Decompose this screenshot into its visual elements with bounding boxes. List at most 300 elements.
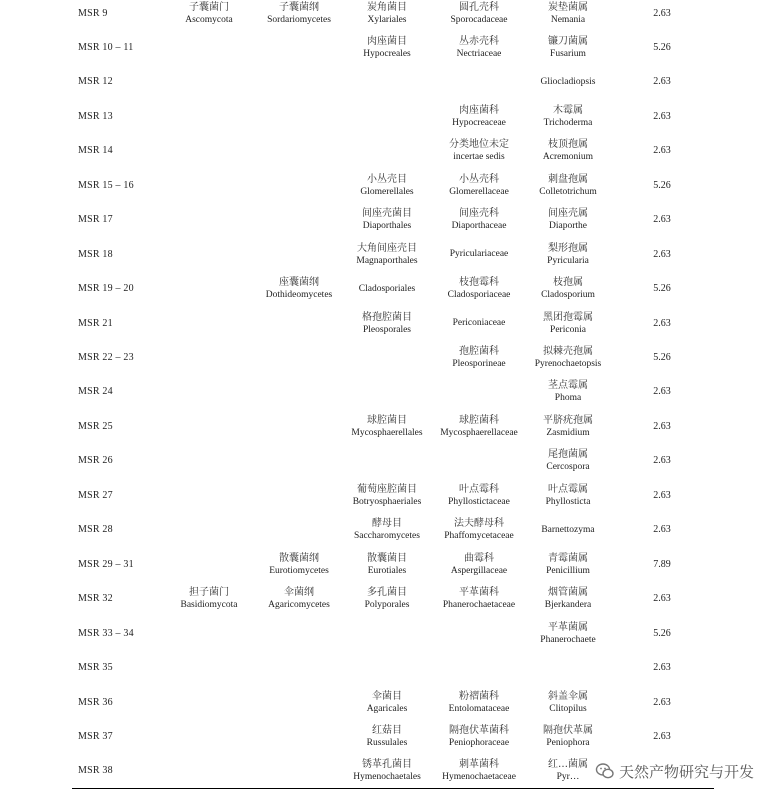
order-cell bbox=[344, 478, 430, 512]
sample-id-cell bbox=[78, 547, 168, 581]
relative-abundance-cell bbox=[640, 0, 684, 30]
genus-chinese-name: 叶点霉属 bbox=[548, 483, 588, 495]
family-latin-name: Nectriaceae bbox=[456, 48, 502, 59]
order-latin-name: Polyporales bbox=[364, 600, 410, 611]
order-cell bbox=[344, 547, 430, 581]
sample-id-cell bbox=[78, 237, 168, 271]
order-latin-name: Xylariales bbox=[367, 14, 407, 25]
family-latin-name: Peniophoraceae bbox=[448, 737, 510, 748]
class-cell bbox=[258, 203, 340, 237]
sample-id-cell bbox=[78, 375, 168, 409]
table-bottom-rule bbox=[72, 788, 714, 789]
sample-id: MSR 19 – 20 bbox=[78, 283, 134, 295]
table-row bbox=[0, 375, 780, 409]
family-chinese-name: 孢腔菌科 bbox=[459, 346, 499, 357]
class-chinese-name: 子囊菌纲 bbox=[279, 1, 319, 13]
sample-id-cell bbox=[78, 513, 168, 547]
order-cell bbox=[344, 685, 430, 719]
sample-id: MSR 22 – 23 bbox=[78, 352, 134, 363]
family-latin-name: Sporocadaceae bbox=[450, 14, 508, 25]
genus-latin-name: Phanerochaete bbox=[540, 634, 596, 645]
class-cell bbox=[258, 30, 340, 64]
genus-latin-name: Peniophora bbox=[546, 737, 590, 748]
family-latin-name: Glomerellaceae bbox=[449, 186, 509, 197]
order-cell bbox=[344, 651, 430, 685]
relative-abundance-value: 5.26 bbox=[653, 283, 671, 295]
genus-cell bbox=[527, 616, 609, 650]
order-latin-name: Cladosporiales bbox=[358, 283, 416, 294]
family-cell bbox=[432, 651, 526, 685]
genus-cell bbox=[527, 134, 609, 168]
family-cell bbox=[432, 306, 526, 340]
sample-id: MSR 36 bbox=[78, 696, 113, 708]
sample-id: MSR 17 bbox=[78, 214, 113, 226]
genus-latin-name: Phoma bbox=[554, 393, 582, 404]
class-latin-name: Agaricomycetes bbox=[268, 600, 330, 611]
sample-id-cell bbox=[78, 685, 168, 719]
genus-latin-name: Pyr… bbox=[556, 772, 580, 783]
family-cell bbox=[432, 582, 526, 616]
genus-cell bbox=[527, 237, 609, 271]
family-cell bbox=[432, 168, 526, 202]
relative-abundance-value: 7.89 bbox=[653, 558, 671, 570]
sample-id: MSR 13 bbox=[78, 110, 113, 122]
table-row bbox=[0, 272, 780, 306]
order-latin-name: Mycosphaerellales bbox=[351, 427, 423, 438]
relative-abundance-value: 5.26 bbox=[653, 41, 671, 53]
order-chinese-name: 伞菌目 bbox=[372, 690, 402, 702]
order-cell bbox=[344, 272, 430, 306]
genus-chinese-name: 刺盘孢属 bbox=[548, 173, 588, 185]
sample-id-cell bbox=[78, 478, 168, 512]
sample-id-cell bbox=[78, 409, 168, 443]
order-chinese-name: 多孔菌目 bbox=[367, 587, 407, 599]
genus-chinese-name: 梨形孢属 bbox=[548, 242, 588, 254]
family-cell bbox=[432, 65, 526, 99]
order-cell bbox=[344, 582, 430, 616]
genus-chinese-name: 平革菌属 bbox=[548, 621, 588, 633]
relative-abundance-cell bbox=[640, 409, 684, 443]
relative-abundance-value: 2.63 bbox=[653, 420, 671, 432]
order-chinese-name: 大角间座壳目 bbox=[357, 242, 417, 254]
sample-id-cell bbox=[78, 444, 168, 478]
relative-abundance-cell bbox=[640, 237, 684, 271]
table-row bbox=[0, 306, 780, 340]
phylum-cell bbox=[170, 99, 248, 133]
order-latin-name: Saccharomycetes bbox=[354, 531, 420, 542]
phylum-cell bbox=[170, 134, 248, 168]
relative-abundance-value: 2.63 bbox=[653, 76, 671, 88]
order-latin-name: Agaricales bbox=[366, 703, 408, 714]
sample-id-cell bbox=[78, 134, 168, 168]
sample-id-cell bbox=[78, 65, 168, 99]
order-latin-name: Botryosphaeriales bbox=[352, 496, 422, 507]
table-row bbox=[0, 719, 780, 753]
family-chinese-name: 刺革菌科 bbox=[459, 759, 499, 771]
genus-cell bbox=[527, 547, 609, 581]
phylum-cell bbox=[170, 513, 248, 547]
sample-id: MSR 18 bbox=[78, 248, 113, 260]
family-cell bbox=[432, 444, 526, 478]
order-cell bbox=[344, 513, 430, 547]
family-latin-name: Entolomataceae bbox=[448, 703, 510, 714]
genus-latin-name: Clitopilus bbox=[549, 703, 587, 714]
family-chinese-name: 平革菌科 bbox=[459, 587, 499, 599]
table-row bbox=[0, 0, 780, 30]
class-chinese-name: 散囊菌纲 bbox=[279, 552, 319, 564]
phylum-cell bbox=[170, 651, 248, 685]
class-cell bbox=[258, 306, 340, 340]
genus-chinese-name: 隔孢伏革属 bbox=[543, 724, 593, 736]
class-cell bbox=[258, 272, 340, 306]
sample-id: MSR 25 bbox=[78, 420, 113, 432]
relative-abundance-cell bbox=[640, 272, 684, 306]
family-latin-name: Phyllostictaceae bbox=[448, 496, 510, 507]
sample-id-cell bbox=[78, 754, 168, 788]
genus-cell bbox=[527, 30, 609, 64]
family-chinese-name: 粉褶菌科 bbox=[459, 690, 499, 702]
sample-id-cell bbox=[78, 341, 168, 375]
family-latin-name: Hymenochaetaceae bbox=[442, 772, 516, 783]
phylum-cell bbox=[170, 375, 248, 409]
family-latin-name: Cladosporiaceae bbox=[447, 290, 511, 301]
relative-abundance-cell bbox=[640, 203, 684, 237]
family-cell bbox=[432, 237, 526, 271]
table-row bbox=[0, 134, 780, 168]
family-latin-name: Diaporthaceae bbox=[451, 221, 507, 232]
sample-id: MSR 29 – 31 bbox=[78, 558, 134, 570]
order-cell bbox=[344, 719, 430, 753]
relative-abundance-value: 2.63 bbox=[653, 662, 671, 674]
relative-abundance-value: 2.63 bbox=[653, 455, 671, 467]
family-latin-name: Phanerochaetaceae bbox=[442, 600, 516, 611]
relative-abundance-value: 2.63 bbox=[653, 696, 671, 708]
phylum-cell bbox=[170, 685, 248, 719]
sample-id: MSR 28 bbox=[78, 524, 113, 536]
relative-abundance-cell bbox=[640, 444, 684, 478]
order-cell bbox=[344, 65, 430, 99]
relative-abundance-value: 5.26 bbox=[653, 627, 671, 639]
phylum-cell bbox=[170, 547, 248, 581]
relative-abundance-cell bbox=[640, 341, 684, 375]
genus-chinese-name: 平脐疣孢属 bbox=[543, 414, 593, 426]
relative-abundance-cell bbox=[640, 582, 684, 616]
class-cell bbox=[258, 719, 340, 753]
order-cell bbox=[344, 0, 430, 30]
order-chinese-name: 小丛壳目 bbox=[367, 173, 407, 185]
phylum-cell bbox=[170, 478, 248, 512]
relative-abundance-cell bbox=[640, 65, 684, 99]
phylum-latin-name: Ascomycota bbox=[185, 14, 233, 25]
family-cell bbox=[432, 409, 526, 443]
relative-abundance-cell bbox=[640, 651, 684, 685]
sample-id: MSR 33 – 34 bbox=[78, 627, 134, 639]
genus-latin-name: Cladosporium bbox=[541, 290, 595, 301]
order-cell bbox=[344, 754, 430, 788]
relative-abundance-cell bbox=[640, 719, 684, 753]
order-chinese-name: 炭角菌目 bbox=[367, 1, 407, 13]
class-cell bbox=[258, 99, 340, 133]
phylum-cell bbox=[170, 237, 248, 271]
family-cell bbox=[432, 203, 526, 237]
family-cell bbox=[432, 0, 526, 30]
genus-latin-name: Diaporthe bbox=[549, 221, 587, 232]
relative-abundance-cell bbox=[640, 375, 684, 409]
genus-chinese-name: 木霉属 bbox=[553, 104, 583, 116]
phylum-cell bbox=[170, 0, 248, 30]
phylum-cell bbox=[170, 272, 248, 306]
genus-latin-name: Pyrenochaetopsis bbox=[534, 359, 602, 369]
genus-chinese-name: 枝顶孢属 bbox=[548, 139, 588, 151]
order-cell bbox=[344, 134, 430, 168]
relative-abundance-cell bbox=[640, 547, 684, 581]
class-cell bbox=[258, 478, 340, 512]
relative-abundance-value: 2.63 bbox=[653, 730, 671, 742]
genus-cell bbox=[527, 375, 609, 409]
class-cell bbox=[258, 237, 340, 271]
phylum-cell bbox=[170, 582, 248, 616]
class-cell bbox=[258, 513, 340, 547]
relative-abundance-cell bbox=[640, 616, 684, 650]
genus-latin-name: Gliocladiopsis bbox=[540, 76, 596, 87]
table-row bbox=[0, 444, 780, 478]
class-cell bbox=[258, 375, 340, 409]
sample-id-cell bbox=[78, 99, 168, 133]
sample-id: MSR 27 bbox=[78, 489, 113, 501]
class-cell bbox=[258, 754, 340, 788]
order-latin-name: Glomerellales bbox=[360, 186, 414, 197]
sample-id: MSR 14 bbox=[78, 145, 113, 157]
class-chinese-name: 伞菌纲 bbox=[284, 587, 314, 599]
genus-latin-name: Nemania bbox=[550, 14, 586, 25]
family-latin-name: Periconiaceae bbox=[452, 318, 506, 329]
relative-abundance-value: 2.63 bbox=[653, 145, 671, 157]
table-row bbox=[0, 582, 780, 616]
genus-cell bbox=[527, 272, 609, 306]
order-chinese-name: 肉座菌目 bbox=[367, 35, 407, 47]
class-latin-name: Eurotiomycetes bbox=[269, 565, 329, 576]
order-chinese-name: 锈革孔菌目 bbox=[362, 759, 412, 771]
genus-cell bbox=[527, 513, 609, 547]
genus-latin-name: Bjerkandera bbox=[544, 600, 592, 611]
relative-abundance-value: 2.63 bbox=[653, 214, 671, 226]
family-chinese-name: 隔孢伏革菌科 bbox=[449, 724, 509, 736]
phylum-cell bbox=[170, 30, 248, 64]
relative-abundance-value: 2.63 bbox=[653, 248, 671, 260]
genus-latin-name: Trichoderma bbox=[543, 117, 593, 128]
family-chinese-name: 枝孢霉科 bbox=[459, 277, 499, 289]
family-cell bbox=[432, 30, 526, 64]
order-cell bbox=[344, 616, 430, 650]
sample-id: MSR 35 bbox=[78, 662, 113, 674]
family-latin-name: Aspergillaceae bbox=[450, 565, 508, 576]
family-cell bbox=[432, 513, 526, 547]
relative-abundance-value: 2.63 bbox=[653, 110, 671, 122]
family-latin-name: Mycosphaerellaceae bbox=[440, 427, 518, 438]
genus-cell bbox=[527, 65, 609, 99]
relative-abundance-cell bbox=[640, 478, 684, 512]
sample-id: MSR 24 bbox=[78, 386, 113, 398]
order-latin-name: Hypocreales bbox=[363, 48, 411, 59]
phylum-chinese-name: 担子菌门 bbox=[189, 587, 229, 599]
genus-cell bbox=[527, 409, 609, 443]
genus-chinese-name: 斜盖伞属 bbox=[548, 690, 588, 702]
relative-abundance-value: 5.26 bbox=[653, 352, 671, 363]
sample-id: MSR 12 bbox=[78, 76, 113, 88]
order-latin-name: Russulales bbox=[366, 737, 408, 748]
sample-id: MSR 26 bbox=[78, 455, 113, 467]
phylum-cell bbox=[170, 754, 248, 788]
family-chinese-name: 法夫酵母科 bbox=[454, 518, 504, 530]
family-chinese-name: 叶点霉科 bbox=[459, 483, 499, 495]
genus-chinese-name: 烟管菌属 bbox=[548, 587, 588, 599]
watermark bbox=[593, 758, 756, 784]
genus-chinese-name: 尾孢菌属 bbox=[548, 449, 588, 461]
sample-id: MSR 32 bbox=[78, 593, 113, 605]
sample-id: MSR 21 bbox=[78, 317, 113, 329]
order-cell bbox=[344, 237, 430, 271]
sample-id: MSR 37 bbox=[78, 730, 113, 742]
order-chinese-name: 格孢腔菌目 bbox=[362, 311, 412, 323]
class-cell bbox=[258, 547, 340, 581]
order-cell bbox=[344, 341, 430, 375]
genus-cell bbox=[527, 651, 609, 685]
phylum-cell bbox=[170, 203, 248, 237]
genus-chinese-name: 黑团孢霉属 bbox=[543, 311, 593, 323]
genus-chinese-name: 镰刀菌属 bbox=[548, 35, 588, 47]
sample-id-cell bbox=[78, 616, 168, 650]
order-cell bbox=[344, 375, 430, 409]
sample-id: MSR 38 bbox=[78, 765, 113, 777]
table-row bbox=[0, 547, 780, 581]
genus-cell bbox=[527, 0, 609, 30]
order-chinese-name: 间座壳菌目 bbox=[362, 208, 412, 220]
genus-latin-name: Phyllosticta bbox=[545, 496, 591, 507]
relative-abundance-value: 2.63 bbox=[653, 524, 671, 536]
relative-abundance-value: 2.63 bbox=[653, 7, 671, 19]
table-row bbox=[0, 65, 780, 99]
sample-id: MSR 9 bbox=[78, 7, 108, 19]
relative-abundance-cell bbox=[640, 134, 684, 168]
order-latin-name: Hymenochaetales bbox=[353, 772, 421, 783]
relative-abundance-cell bbox=[640, 513, 684, 547]
genus-chinese-name: 炭垫菌属 bbox=[548, 1, 588, 13]
family-latin-name: incertae sedis bbox=[453, 152, 505, 163]
sample-id: MSR 15 – 16 bbox=[78, 179, 134, 191]
relative-abundance-cell bbox=[640, 99, 684, 133]
family-latin-name: Pleosporineae bbox=[452, 359, 506, 369]
family-chinese-name: 间座壳科 bbox=[459, 208, 499, 220]
genus-chinese-name: 拟棘壳孢属 bbox=[543, 346, 593, 357]
genus-cell bbox=[527, 203, 609, 237]
order-chinese-name: 酵母目 bbox=[372, 518, 402, 530]
order-latin-name: Magnaporthales bbox=[356, 255, 418, 266]
class-cell bbox=[258, 651, 340, 685]
genus-latin-name: Cercospora bbox=[546, 462, 590, 473]
class-latin-name: Dothideomycetes bbox=[265, 290, 333, 301]
table-row bbox=[0, 168, 780, 202]
class-cell bbox=[258, 65, 340, 99]
genus-chinese-name: 枝孢属 bbox=[553, 277, 583, 289]
order-chinese-name: 球腔菌目 bbox=[367, 414, 407, 426]
sample-id-cell bbox=[78, 719, 168, 753]
class-cell bbox=[258, 444, 340, 478]
family-cell bbox=[432, 99, 526, 133]
genus-cell bbox=[527, 341, 609, 375]
family-cell bbox=[432, 547, 526, 581]
relative-abundance-value: 2.63 bbox=[653, 489, 671, 501]
genus-cell bbox=[527, 582, 609, 616]
relative-abundance-value: 2.63 bbox=[653, 317, 671, 329]
phylum-cell bbox=[170, 65, 248, 99]
genus-cell bbox=[527, 685, 609, 719]
sample-id: MSR 10 – 11 bbox=[78, 41, 134, 53]
class-cell bbox=[258, 685, 340, 719]
genus-latin-name: Fusarium bbox=[550, 48, 586, 59]
table-row bbox=[0, 685, 780, 719]
sample-id-cell bbox=[78, 168, 168, 202]
order-chinese-name: 红菇目 bbox=[372, 724, 402, 736]
genus-latin-name: Zasmidium bbox=[546, 427, 590, 438]
table-row bbox=[0, 616, 780, 650]
class-cell bbox=[258, 409, 340, 443]
relative-abundance-value: 5.26 bbox=[653, 179, 671, 191]
order-cell bbox=[344, 306, 430, 340]
family-latin-name: Phaffomycetaceae bbox=[444, 531, 514, 542]
family-cell bbox=[432, 616, 526, 650]
genus-chinese-name: 茎点霉属 bbox=[548, 380, 588, 392]
class-cell bbox=[258, 616, 340, 650]
family-cell bbox=[432, 685, 526, 719]
genus-latin-name: Pyricularia bbox=[547, 255, 589, 266]
family-cell bbox=[432, 375, 526, 409]
family-latin-name: Hypocreaceae bbox=[452, 117, 506, 128]
family-chinese-name: 丛赤壳科 bbox=[459, 35, 499, 47]
phylum-cell bbox=[170, 306, 248, 340]
order-chinese-name: 散囊菌目 bbox=[367, 552, 407, 564]
genus-chinese-name: 青霉菌属 bbox=[548, 552, 588, 564]
phylum-cell bbox=[170, 168, 248, 202]
order-cell bbox=[344, 203, 430, 237]
genus-cell bbox=[527, 99, 609, 133]
genus-latin-name: Acremonium bbox=[542, 152, 594, 163]
phylum-cell bbox=[170, 444, 248, 478]
phylum-cell bbox=[170, 719, 248, 753]
family-cell bbox=[432, 478, 526, 512]
sample-id-cell bbox=[78, 272, 168, 306]
table-row bbox=[0, 341, 780, 375]
sample-id-cell bbox=[78, 582, 168, 616]
family-chinese-name: 小丛壳科 bbox=[459, 173, 499, 185]
class-cell bbox=[258, 0, 340, 30]
family-latin-name: Pyriculariaceae bbox=[449, 249, 509, 260]
phylum-latin-name: Basidiomycota bbox=[180, 600, 238, 611]
class-chinese-name: 座囊菌纲 bbox=[279, 277, 319, 289]
order-cell bbox=[344, 99, 430, 133]
genus-cell bbox=[527, 168, 609, 202]
order-cell bbox=[344, 444, 430, 478]
sample-id-cell bbox=[78, 30, 168, 64]
wechat-icon bbox=[595, 761, 615, 781]
order-cell bbox=[344, 409, 430, 443]
relative-abundance-cell bbox=[640, 306, 684, 340]
family-cell bbox=[432, 719, 526, 753]
table-row bbox=[0, 203, 780, 237]
table-row bbox=[0, 513, 780, 547]
sample-id-cell bbox=[78, 651, 168, 685]
family-chinese-name: 曲霉科 bbox=[464, 552, 494, 564]
relative-abundance-cell bbox=[640, 168, 684, 202]
